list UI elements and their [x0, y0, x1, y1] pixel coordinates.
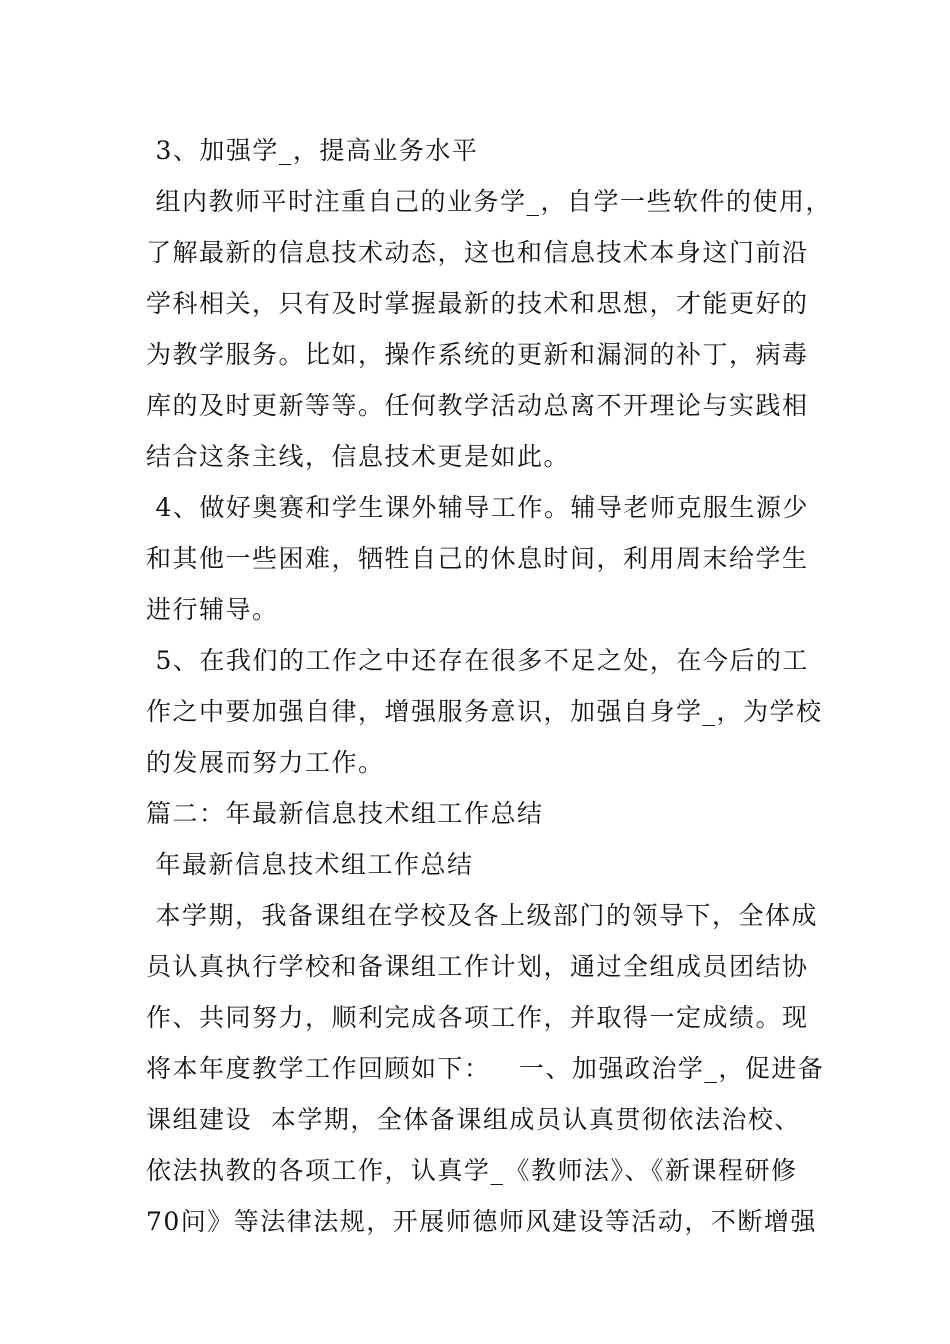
text-line: 和其他一些困难，牺牲自己的休息时间，利用周末给学生: [146, 544, 809, 573]
text-line: 进行辅导。: [146, 595, 279, 624]
text-line: 5、在我们的工作之中还存在很多不足之处，在今后的工: [146, 646, 809, 675]
text-line: 3、加强学_，提高业务水平: [146, 136, 479, 165]
text-line: 库的及时更新等等。任何教学活动总离不开理论与实践相: [146, 391, 809, 420]
text-line: 组内教师平时注重自己的业务学_，自学一些软件的使用，: [146, 187, 832, 216]
text-line: 结合这条主线，信息技术更是如此。: [146, 442, 571, 471]
text-line: 4、做好奥赛和学生课外辅导工作。辅导老师克服生源少: [146, 493, 809, 522]
text-line: 员认真执行学校和备课组工作计划，通过全组成员团结协: [146, 952, 809, 981]
text-line: 了解最新的信息技术动态，这也和信息技术本身这门前沿: [146, 238, 809, 267]
text-line: 学科相关，只有及时掌握最新的技术和思想，才能更好的: [146, 289, 809, 318]
text-line: 作、共同努力，顺利完成各项工作，并取得一定成绩。现: [146, 1003, 809, 1032]
text-line: 作之中要加强自律，增强服务意识，加强自身学_，为学校: [146, 697, 823, 726]
section-heading: 篇二：年最新信息技术组工作总结: [146, 799, 544, 828]
text-line: 依法执教的各项工作，认真学_《教师法》、《新课程研修: [146, 1156, 798, 1185]
text-line: 将本年度教学工作回顾如下： 一、加强政治学_，促进备: [146, 1054, 825, 1083]
text-line: 课组建设 本学期，全体备课组成员认真贯彻依法治校、: [146, 1105, 801, 1134]
text-line: 的发展而努力工作。: [146, 748, 385, 777]
text-line: 本学期，我备课组在学校及各上级部门的领导下，全体成: [146, 901, 818, 930]
section-title: 年最新信息技术组工作总结: [146, 850, 474, 879]
text-line: 70问》等法律法规，开展师德师风建设等活动，不断增强: [146, 1207, 817, 1236]
text-line: 为教学服务。比如，操作系统的更新和漏洞的补丁，病毒: [146, 340, 809, 369]
